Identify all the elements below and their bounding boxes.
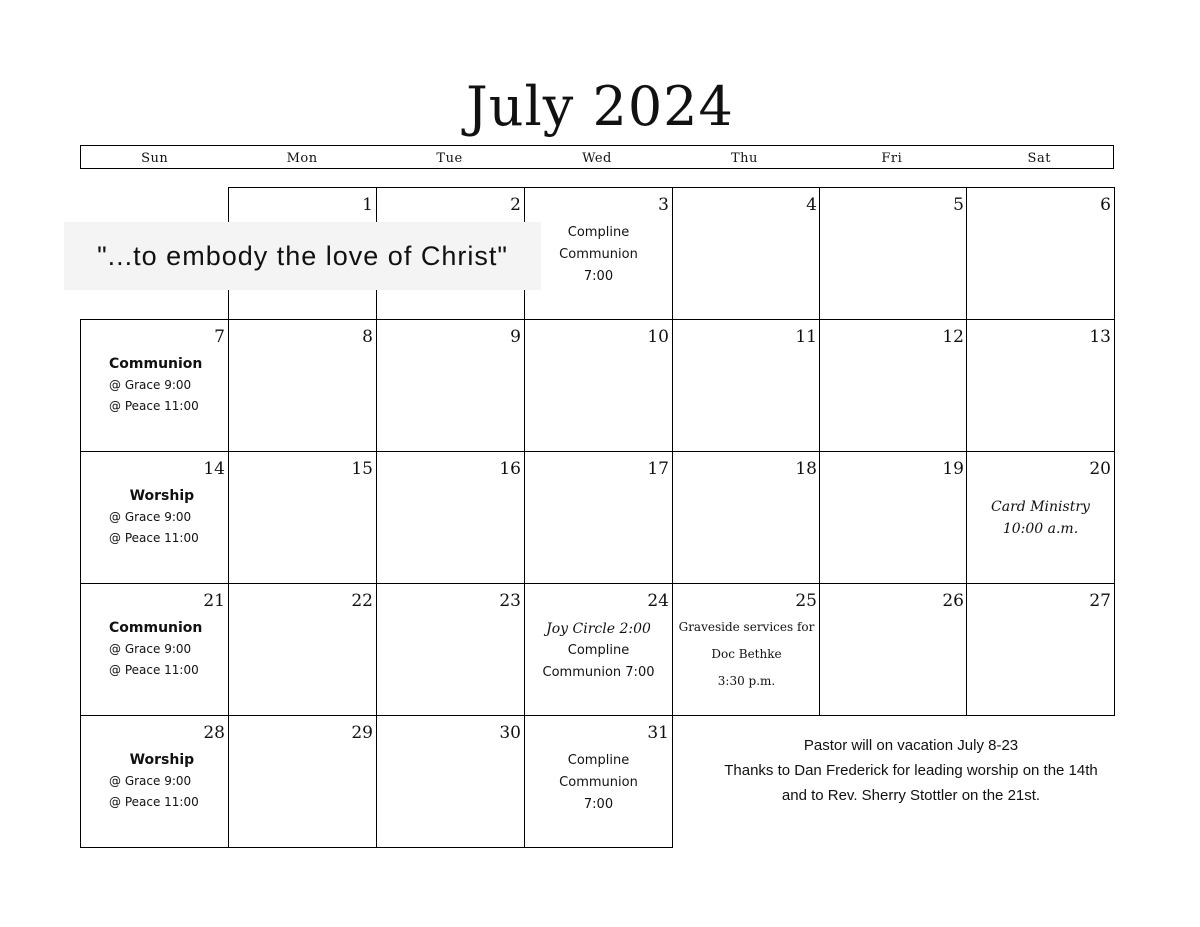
day-cell-6[interactable] xyxy=(966,187,1115,320)
event-line: @ Peace 11:00 xyxy=(109,399,199,413)
event-communion xyxy=(109,618,202,681)
day-number: 24 xyxy=(647,591,669,611)
day-cell-14[interactable] xyxy=(80,451,229,584)
day-number: 30 xyxy=(499,723,521,743)
day-number: 17 xyxy=(647,459,669,479)
day-cell-4[interactable] xyxy=(672,187,821,320)
day-cell-31[interactable] xyxy=(524,715,673,848)
weekday-fri: Fri xyxy=(881,151,903,166)
day-number: 25 xyxy=(795,591,817,611)
event-heading: Worship xyxy=(129,488,195,504)
day-number: 16 xyxy=(499,459,521,479)
event-line: Card Ministry xyxy=(991,499,1090,515)
day-cell-20[interactable] xyxy=(966,451,1115,584)
day-number: 9 xyxy=(510,327,521,347)
day-number: 27 xyxy=(1089,591,1111,611)
day-cell-8[interactable] xyxy=(228,319,377,452)
event-heading: Worship xyxy=(129,752,195,768)
event-line: @ Grace 9:00 xyxy=(109,642,192,656)
day-cell-24[interactable] xyxy=(524,583,673,716)
event-line: Graveside services for xyxy=(678,620,815,634)
day-number: 4 xyxy=(806,195,817,215)
note-line: Pastor will on vacation July 8-23 xyxy=(803,737,1019,754)
day-number: 19 xyxy=(942,459,964,479)
day-cell-30[interactable] xyxy=(376,715,525,848)
event-line: @ Peace 11:00 xyxy=(109,795,199,809)
day-cell-28[interactable] xyxy=(80,715,229,848)
day-number: 31 xyxy=(647,723,669,743)
day-cell-13[interactable] xyxy=(966,319,1115,452)
event-joy-circle xyxy=(525,618,672,684)
event-line: @ Grace 9:00 xyxy=(109,774,192,788)
day-number: 7 xyxy=(214,327,225,347)
event-line: @ Peace 11:00 xyxy=(109,663,199,677)
page-title: July 2024 xyxy=(466,75,734,138)
day-number: 18 xyxy=(795,459,817,479)
day-number: 10 xyxy=(647,327,669,347)
day-cell-25[interactable] xyxy=(672,583,821,716)
event-line: Communion xyxy=(559,247,638,262)
day-cell-7[interactable] xyxy=(80,319,229,452)
day-cell-18[interactable] xyxy=(672,451,821,584)
day-cell-10[interactable] xyxy=(524,319,673,452)
event-worship xyxy=(109,486,199,549)
weekday-header xyxy=(80,145,1114,169)
day-number: 13 xyxy=(1089,327,1111,347)
event-line: Compline xyxy=(567,753,630,768)
day-cell-12[interactable] xyxy=(819,319,968,452)
day-number: 12 xyxy=(942,327,964,347)
day-cell-26[interactable] xyxy=(819,583,968,716)
weekday-wed: Wed xyxy=(582,151,612,166)
day-cell-23[interactable] xyxy=(376,583,525,716)
day-number: 3 xyxy=(658,195,669,215)
day-number: 20 xyxy=(1089,459,1111,479)
day-number: 29 xyxy=(351,723,373,743)
weekday-thu: Thu xyxy=(730,151,758,166)
event-line: @ Grace 9:00 xyxy=(109,510,192,524)
event-line: 7:00 xyxy=(583,797,614,812)
note-line: Thanks to Dan Frederick for leading worship on the 14th xyxy=(724,762,1098,779)
event-line: @ Grace 9:00 xyxy=(109,378,192,392)
event-communion xyxy=(109,354,202,417)
day-cell-15[interactable] xyxy=(228,451,377,584)
day-number: 8 xyxy=(362,327,373,347)
day-number: 11 xyxy=(795,327,817,347)
event-compline xyxy=(525,222,672,288)
event-heading: Communion xyxy=(109,620,203,636)
day-cell-3[interactable] xyxy=(524,187,673,320)
day-cell-16[interactable] xyxy=(376,451,525,584)
event-line: 3:30 p.m. xyxy=(717,674,776,688)
event-line: @ Peace 11:00 xyxy=(109,531,199,545)
day-number: 15 xyxy=(351,459,373,479)
day-number: 1 xyxy=(362,195,373,215)
weekday-tue: Tue xyxy=(436,151,463,166)
event-line: Compline xyxy=(567,225,630,240)
weekday-mon: Mon xyxy=(286,151,318,166)
day-number: 14 xyxy=(203,459,225,479)
event-line: 10:00 a.m. xyxy=(1002,521,1079,537)
weekday-sun: Sun xyxy=(141,151,169,166)
event-line: Doc Bethke xyxy=(711,647,782,661)
event-graveside xyxy=(673,614,820,695)
event-worship xyxy=(109,750,199,813)
mission-slogan: "...to embody the love of Christ" xyxy=(64,222,541,290)
day-number: 6 xyxy=(1100,195,1111,215)
day-cell-22[interactable] xyxy=(228,583,377,716)
day-number: 21 xyxy=(203,591,225,611)
event-line: Joy Circle 2:00 xyxy=(546,621,651,637)
day-cell-19[interactable] xyxy=(819,451,968,584)
day-cell-11[interactable] xyxy=(672,319,821,452)
event-card-ministry xyxy=(967,496,1114,540)
event-line: Compline xyxy=(567,643,630,658)
day-number: 5 xyxy=(953,195,964,215)
day-cell-17[interactable] xyxy=(524,451,673,584)
day-number: 2 xyxy=(510,195,521,215)
day-number: 26 xyxy=(942,591,964,611)
day-cell-5[interactable] xyxy=(819,187,968,320)
day-cell-21[interactable] xyxy=(80,583,229,716)
note-line: and to Rev. Sherry Stottler on the 21st. xyxy=(781,787,1041,804)
day-cell-9[interactable] xyxy=(376,319,525,452)
day-number: 28 xyxy=(203,723,225,743)
event-heading: Communion xyxy=(109,356,203,372)
event-line: Communion 7:00 xyxy=(542,665,655,680)
event-line: 7:00 xyxy=(583,269,614,284)
event-line: Communion xyxy=(559,775,638,790)
day-number: 23 xyxy=(499,591,521,611)
weekday-sat: Sat xyxy=(1027,151,1051,166)
pastor-note xyxy=(676,733,1146,808)
day-number: 22 xyxy=(351,591,373,611)
day-cell-27[interactable] xyxy=(966,583,1115,716)
day-cell-29[interactable] xyxy=(228,715,377,848)
event-compline xyxy=(525,750,672,816)
